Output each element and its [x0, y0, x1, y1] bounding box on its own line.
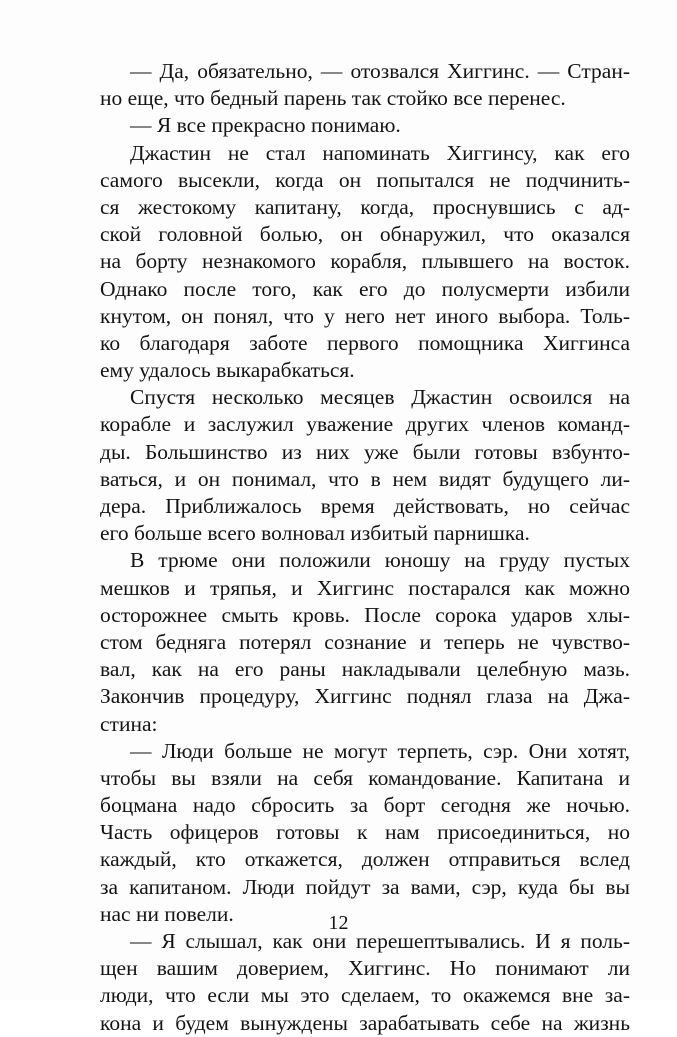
text-line: каждый, кто откажется, должен отправиться вслед	[100, 847, 630, 872]
text-line: его больше всего волновал избитый парнишка.	[100, 521, 530, 546]
text-line: кнутом, он понял, что у него нет иного выбора. Толь-	[100, 303, 630, 328]
text-line: ды. Большинство из них уже были готовы взбунто-	[100, 439, 630, 464]
text-line: — Я все прекрасно понимаю.	[130, 113, 401, 138]
text-line: ваться, и он понимал, что в нем видят будущего ли-	[100, 466, 630, 491]
text-line: — Люди больше не могут терпеть, сэр. Они хотят,	[130, 738, 630, 763]
text-line: — Я слышал, как они перешептывались. И я поль-	[130, 929, 630, 953]
body-text	[100, 58, 630, 1037]
text-line: корабле и заслужил уважение других членов команд-	[100, 412, 630, 437]
text-line: ской головной болью, он обнаружил, что оказался	[100, 222, 630, 247]
text-line: стом бедняга потерял сознание и теперь не чувство-	[100, 629, 630, 654]
text-line: В трюме они положили юношу на груду пустых	[130, 548, 630, 573]
text-line: но еще, что бедный парень так стойко все перенес.	[100, 86, 566, 111]
text-line: дера. Приближалось время действовать, но сейчас	[100, 494, 630, 518]
text-line: осторожнее смыть кровь. После сорока ударов хлы-	[100, 602, 630, 627]
text-line: стина:	[100, 711, 158, 736]
text-line: Однако после того, как его до полусмерти избили	[100, 276, 630, 301]
text-line: Закончив процедуру, Хиггинс поднял глаза на Джа-	[100, 684, 630, 709]
text-line: ся жестокому капитану, когда, проснувшись с ад-	[100, 194, 630, 219]
text-line: нас ни повели.	[100, 901, 234, 926]
text-line: самого высекли, когда он попытался не подчинить-	[100, 167, 630, 192]
text-line: боцмана надо сбросить за борт сегодня же ночью.	[100, 793, 630, 818]
text-line: Джастин не стал напоминать Хиггинсу, как его	[130, 140, 630, 165]
page-number: 12	[328, 912, 349, 934]
text-line: за капитаном. Люди пойдут за вами, сэр, куда бы вы	[100, 874, 630, 899]
text-line: щен вашим доверием, Хиггинс. Но понимают ли	[100, 956, 630, 981]
text-line: на борту незнакомого корабля, плывшего на восток.	[100, 249, 630, 274]
text-line: ко благодаря заботе первого помощника Хиггинса	[100, 330, 630, 355]
text-line: вал, как на его раны накладывали целебную мазь.	[100, 657, 630, 682]
text-line: кона и будем вынуждены зарабатывать себе на жизнь	[100, 1010, 630, 1035]
text-line: Спустя несколько месяцев Джастин освоился на	[130, 385, 630, 410]
text-line: ему удалось выкарабкаться.	[100, 358, 355, 383]
text-line: — Да, обязательно, — отозвался Хиггинс. — Стран-	[130, 59, 630, 83]
text-line: чтобы вы взяли на себя командование. Капитана и	[100, 765, 630, 790]
text-line: Часть офицеров готовы к нам присоединиться, но	[100, 820, 630, 845]
text-line: мешков и тряпья, и Хиггинс постарался как можно	[100, 575, 630, 600]
text-line: люди, что если мы это сделаем, то окажемся вне за-	[100, 983, 630, 1008]
